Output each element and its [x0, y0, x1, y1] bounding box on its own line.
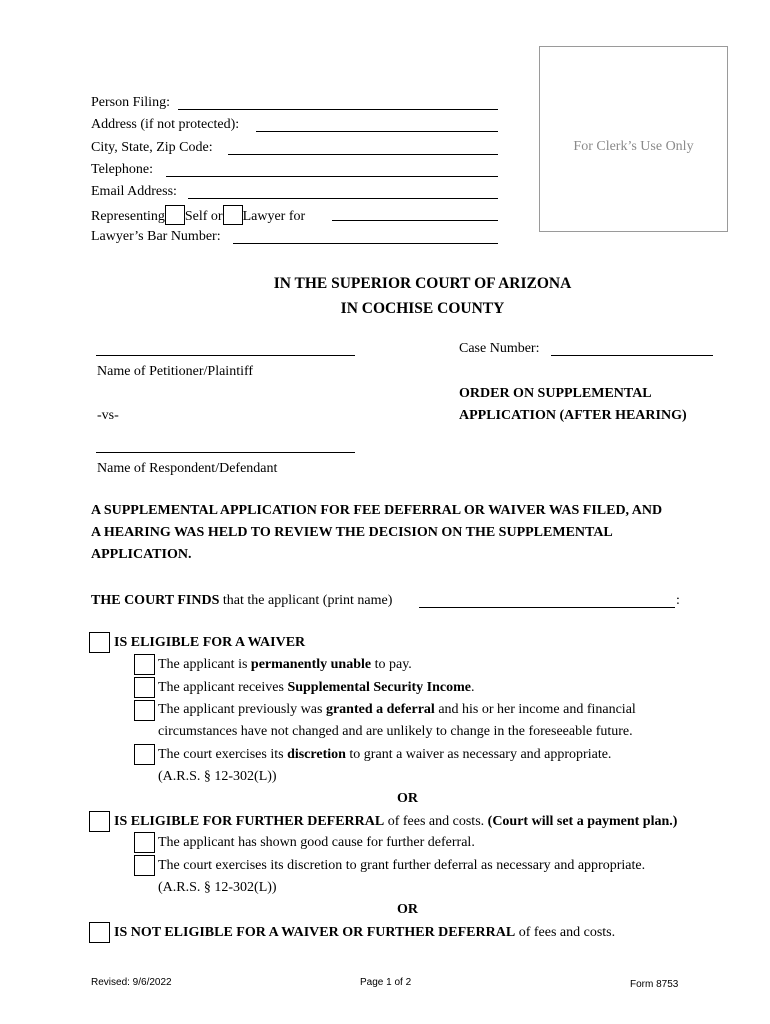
- prior-deferral-text-line2: circumstances have not changed and are unlikely to change in the foreseeable future.: [158, 724, 633, 739]
- revised-date: Revised: 9/6/2022: [91, 977, 172, 988]
- ssi-text: [158, 679, 475, 697]
- opt4-post: to grant a waiver as necessary and appropriate.: [345, 747, 612, 762]
- clerk-use-box: [539, 46, 728, 232]
- waiver-heading: IS ELIGIBLE FOR A WAIVER: [114, 635, 306, 650]
- discretion-deferral-checkbox[interactable]: [134, 855, 155, 876]
- person-filing-label: Person Filing:: [91, 95, 170, 110]
- court-finds-bold: THE COURT FINDS: [91, 593, 220, 608]
- opt2-bold: Supplemental Security Income: [287, 680, 471, 695]
- respondent-line[interactable]: [96, 452, 355, 453]
- further-deferral-heading-row: [114, 813, 677, 831]
- intro-line1: A SUPPLEMENTAL APPLICATION FOR FEE DEFERRAL OR WAIVER WAS FILED, AND: [91, 503, 663, 518]
- court-heading-line1: IN THE SUPERIOR COURT OF ARIZONA: [273, 275, 572, 292]
- respondent-label: Name of Respondent/Defendant: [97, 461, 278, 476]
- opt3-bold: granted a deferral: [325, 702, 435, 717]
- discretion-waiver-checkbox[interactable]: [134, 744, 155, 765]
- good-cause-text: The applicant has shown good cause for further deferral.: [158, 835, 475, 850]
- ssi-checkbox[interactable]: [134, 677, 155, 698]
- versus-label: -vs-: [97, 408, 119, 423]
- case-number-line[interactable]: [551, 355, 713, 356]
- address-label: Address (if not protected):: [91, 117, 240, 132]
- address-line[interactable]: [256, 131, 498, 132]
- clerk-use-label: For Clerk’s Use Only: [573, 139, 694, 154]
- waiver-checkbox[interactable]: [89, 632, 110, 653]
- self-or-label: Self or: [184, 209, 223, 224]
- petitioner-line[interactable]: [96, 355, 355, 356]
- not-eligible-post: of fees and costs.: [515, 925, 616, 940]
- opt2-post: .: [471, 680, 475, 695]
- or-separator-2: OR: [397, 902, 418, 917]
- permanently-unable-checkbox[interactable]: [134, 654, 155, 675]
- opt1-bold: permanently unable: [250, 657, 372, 672]
- representing-row: [91, 205, 305, 226]
- permanently-unable-text: [158, 656, 412, 674]
- city-state-zip-label: City, State, Zip Code:: [91, 140, 213, 155]
- order-title-line2: APPLICATION (AFTER HEARING): [459, 408, 687, 423]
- email-line[interactable]: [188, 198, 498, 199]
- email-label: Email Address:: [91, 184, 177, 199]
- intro-line2: A HEARING WAS HELD TO REVIEW THE DECISION ON THE SUPPLEMENTAL: [91, 525, 613, 540]
- opt3-post: and his or her income and financial: [434, 702, 636, 717]
- court-finds-rest: that the applicant (print name): [219, 593, 393, 608]
- page-number: Page 1 of 2: [360, 977, 412, 988]
- further-deferral-post: of fees and costs.: [384, 814, 488, 829]
- telephone-label: Telephone:: [91, 162, 153, 177]
- not-eligible-heading: IS NOT ELIGIBLE FOR A WAIVER OR FURTHER DEFERRAL: [114, 925, 516, 940]
- case-number-label: Case Number:: [459, 341, 540, 356]
- lawyer-for-line[interactable]: [332, 220, 498, 221]
- or-separator-1: OR: [397, 791, 418, 806]
- self-checkbox[interactable]: [165, 205, 185, 225]
- discretion-deferral-text: The court exercises its discretion to grant further deferral as necessary and appropriate.: [158, 858, 646, 873]
- discretion-waiver-text: [158, 746, 611, 764]
- not-eligible-row: [114, 924, 615, 942]
- bar-number-line[interactable]: [233, 243, 498, 244]
- petitioner-label: Name of Petitioner/Plaintiff: [97, 364, 254, 379]
- lawyer-checkbox[interactable]: [223, 205, 243, 225]
- court-finds-colon: :: [676, 593, 680, 608]
- prior-deferral-text: [158, 701, 636, 719]
- opt4-pre: The court exercises its: [158, 747, 288, 762]
- discretion-waiver-citation: (A.R.S. § 12-302(L)): [158, 769, 277, 784]
- person-filing-line[interactable]: [178, 109, 498, 110]
- good-cause-checkbox[interactable]: [134, 832, 155, 853]
- applicant-name-line[interactable]: [419, 607, 675, 608]
- opt1-post: to pay.: [371, 657, 412, 672]
- city-state-zip-line[interactable]: [228, 154, 498, 155]
- prior-deferral-checkbox[interactable]: [134, 700, 155, 721]
- payment-plan-note: (Court will set a payment plan.): [487, 814, 678, 829]
- representing-label: Representing: [91, 209, 165, 224]
- not-eligible-checkbox[interactable]: [89, 922, 110, 943]
- intro-line3: APPLICATION.: [91, 547, 192, 562]
- lawyer-for-label: Lawyer for: [242, 209, 306, 224]
- opt3-pre: The applicant previously was: [158, 702, 326, 717]
- bar-number-label: Lawyer’s Bar Number:: [91, 229, 221, 244]
- court-heading-line2: IN COCHISE COUNTY: [340, 300, 505, 317]
- order-title-line1: ORDER ON SUPPLEMENTAL: [459, 386, 652, 401]
- telephone-line[interactable]: [166, 176, 498, 177]
- form-number: Form 8753: [630, 979, 679, 990]
- opt2-pre: The applicant receives: [158, 680, 288, 695]
- discretion-deferral-citation: (A.R.S. § 12-302(L)): [158, 880, 277, 895]
- opt1-pre: The applicant is: [158, 657, 251, 672]
- court-finds-text: [91, 592, 392, 610]
- opt4-bold: discretion: [287, 747, 346, 762]
- further-deferral-heading: IS ELIGIBLE FOR FURTHER DEFERRAL: [114, 814, 385, 829]
- further-deferral-checkbox[interactable]: [89, 811, 110, 832]
